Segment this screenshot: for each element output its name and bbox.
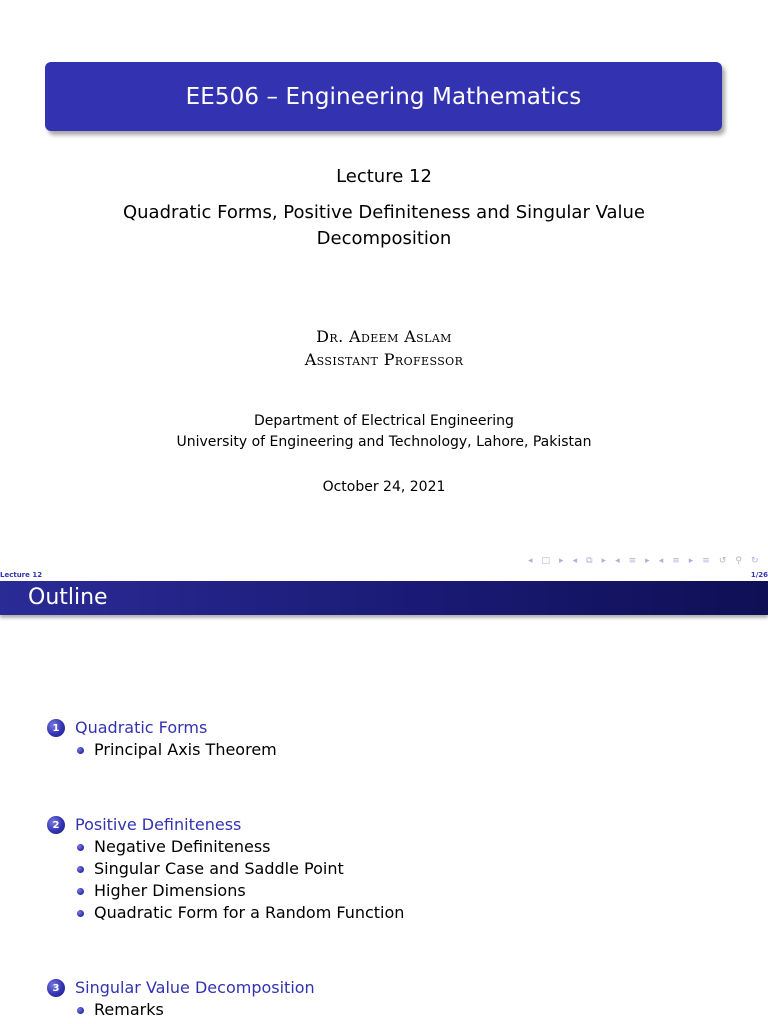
subsection-item[interactable] (77, 880, 404, 902)
nav-prev-icon[interactable]: ◂ (658, 556, 664, 566)
subsection-label[interactable]: Principal Axis Theorem (94, 740, 277, 759)
footer-lecture-label: Lecture 12 (0, 571, 43, 579)
subsection-label[interactable]: Singular Case and Saddle Point (94, 859, 344, 878)
nav-forward-icon[interactable]: ↻ (750, 556, 759, 566)
subsection-item[interactable] (77, 858, 404, 880)
nav-document-icon[interactable]: ≡ (672, 556, 680, 566)
nav-next-icon[interactable]: ▸ (559, 556, 564, 566)
subsection-label[interactable]: Remarks (94, 1000, 164, 1019)
frame-title-bar (0, 581, 768, 615)
nav-back-icon[interactable]: ↺ (718, 556, 727, 566)
section-number-ball-icon: 3 (47, 979, 65, 997)
nav-toc-icon[interactable]: ≡ (702, 556, 710, 566)
frame-title: Outline (28, 585, 108, 610)
outline-section-3 (47, 977, 315, 1021)
author-block (0, 325, 768, 371)
section-number-ball-icon: 2 (47, 816, 65, 834)
subsection-item[interactable] (77, 836, 404, 858)
section-number-ball-icon: 1 (47, 719, 65, 737)
section-title-link[interactable]: Positive Definiteness (75, 815, 242, 834)
nav-section-icon[interactable]: ≡ (628, 556, 637, 566)
title-box (45, 62, 722, 131)
lecture-subtitle: Quadratic Forms, Positive Definiteness and Singular Value Decomposition (122, 202, 646, 249)
nav-next-icon[interactable]: ▸ (688, 556, 694, 566)
bullet-icon (77, 844, 84, 851)
subsection-item[interactable] (77, 902, 404, 924)
university: University of Engineering and Technology, Lahore, Pakistan (176, 434, 592, 450)
bullet-icon (77, 888, 84, 895)
presentation-title: EE506 – Engineering Mathematics (185, 83, 582, 110)
section-title-link[interactable]: Quadratic Forms (75, 718, 208, 737)
footer-page-number: 1/26 (750, 571, 768, 579)
nav-search-icon[interactable]: ⚲ (735, 556, 742, 566)
nav-next-icon[interactable]: ▸ (601, 556, 607, 566)
nav-next-icon[interactable]: ▸ (645, 556, 650, 566)
section-heading[interactable] (47, 717, 277, 739)
section-heading[interactable] (47, 814, 404, 836)
outline-section-2 (47, 814, 404, 924)
author-name: Dr. Adeem Aslam (316, 327, 452, 346)
nav-prev-icon[interactable]: ◂ (528, 556, 533, 566)
bullet-icon (77, 747, 84, 754)
lecture-number: Lecture 12 (336, 166, 432, 187)
institute-block (0, 411, 768, 453)
outline-slide (0, 581, 768, 1024)
author-role: Assistant Professor (304, 350, 464, 369)
nav-prev-icon[interactable]: ◂ (572, 556, 578, 566)
section-title-link[interactable]: Singular Value Decomposition (75, 978, 315, 997)
bullet-icon (77, 866, 84, 873)
department: Department of Electrical Engineering (254, 413, 514, 429)
subsection-label[interactable]: Negative Definiteness (94, 837, 271, 856)
nav-subsection-icon[interactable]: ⧉ (586, 556, 593, 566)
subsection-item[interactable] (77, 739, 277, 761)
nav-prev-icon[interactable]: ◂ (615, 556, 620, 566)
nav-frame-icon[interactable]: □ (541, 556, 551, 566)
bullet-icon (77, 910, 84, 917)
subsection-label[interactable]: Quadratic Form for a Random Function (94, 903, 405, 922)
section-heading[interactable] (47, 977, 315, 999)
lecture-date: October 24, 2021 (322, 479, 446, 495)
subsection-item[interactable] (77, 999, 315, 1021)
bullet-icon (77, 1007, 84, 1014)
outline-section-1 (47, 717, 277, 761)
beamer-navigation[interactable] (528, 556, 759, 566)
subsection-label[interactable]: Higher Dimensions (94, 881, 246, 900)
